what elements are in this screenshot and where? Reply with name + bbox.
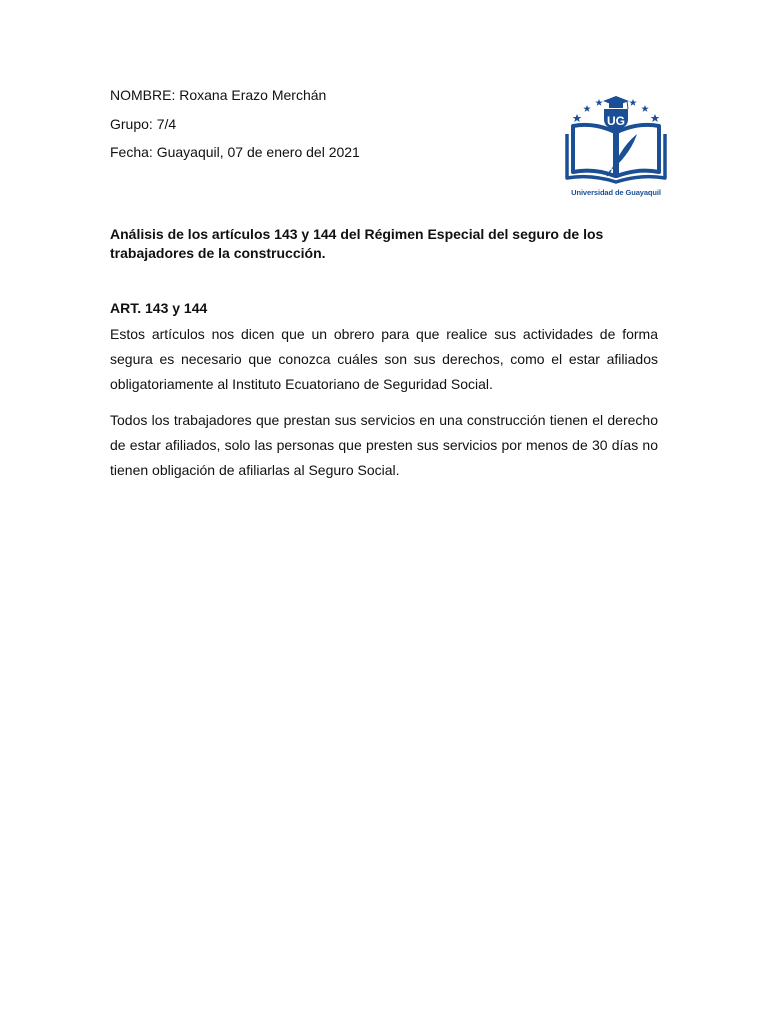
section-heading: ART. 143 y 144 bbox=[110, 300, 208, 316]
document-date: Fecha: Guayaquil, 07 de enero del 2021 bbox=[110, 144, 360, 160]
paragraph-2: Todos los trabajadores que prestan sus servicios en una construcción tienen el derecho de estar afiliados, solo las personas que presten sus servicios por menos de 30 días no tienen obligación de afiliarlas al Seguro Social. bbox=[110, 412, 658, 478]
student-name: NOMBRE: Roxana Erazo Merchán bbox=[110, 87, 327, 103]
university-name: Universidad de Guayaquil bbox=[571, 188, 661, 197]
svg-text:UG: UG bbox=[607, 114, 625, 128]
paragraph-1: Estos artículos nos dicen que un obrero para que realice sus actividades de forma segura es necesario que conozca cuáles son sus derechos, como el estar afiliados obligatoriamente al Instituto Ecuatoriano de Seguridad Social. bbox=[110, 326, 658, 392]
university-logo bbox=[557, 90, 675, 202]
university-crest-icon bbox=[557, 90, 675, 186]
student-group: Grupo: 7/4 bbox=[110, 116, 177, 132]
document-title: Análisis de los artículos 143 y 144 del Régimen Especial del seguro de los trabajadores de la construcción. bbox=[110, 226, 604, 261]
